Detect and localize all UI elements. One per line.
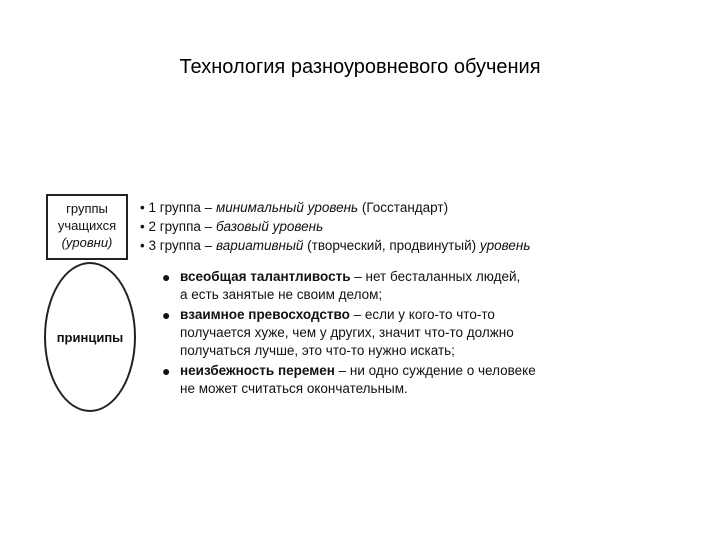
- principle-rest: – нет бесталанных людей,: [350, 269, 521, 284]
- level-suffix: (Госстандарт): [358, 200, 449, 215]
- principle-line: [180, 268, 620, 286]
- level-item: [140, 198, 610, 217]
- principle-item: [160, 306, 620, 360]
- principle-term: взаимное превосходство: [180, 307, 350, 322]
- principle-line: [180, 362, 620, 380]
- principle-term: неизбежность перемен: [180, 363, 335, 378]
- level-prefix: 3 группа –: [148, 238, 216, 253]
- principle-item: [160, 268, 620, 304]
- level-name: минимальный уровень: [215, 200, 359, 215]
- levels-list: [140, 198, 610, 255]
- level-prefix: 1 группа –: [148, 200, 216, 215]
- principles-list: [160, 268, 620, 400]
- slide-title: Технология разноуровневого обучения: [179, 56, 541, 78]
- principles-oval-label: принципы: [56, 330, 124, 345]
- principle-line: [180, 306, 620, 324]
- level-name: вариативный: [215, 238, 304, 253]
- principle-continuation: получаться лучше, это что-то нужно искать;: [180, 343, 455, 358]
- groups-box-line-1: группы: [66, 201, 108, 216]
- principle-item: [160, 362, 620, 398]
- level-item: [140, 217, 610, 236]
- level-bullet: •: [140, 238, 145, 253]
- groups-box-line-3: (уровни): [61, 235, 113, 250]
- principle-bullet: ●: [162, 269, 171, 285]
- principle-term: всеобщая талантливость: [180, 269, 351, 284]
- groups-box-line-2: учащихся: [57, 218, 117, 233]
- level-suffix: (творческий, продвинутый): [303, 238, 480, 253]
- level-tail: уровень: [479, 238, 531, 253]
- level-name: базовый уровень: [215, 219, 324, 234]
- level-bullet: •: [140, 219, 145, 234]
- principle-continuation: не может считаться окончательным.: [180, 381, 408, 396]
- groups-box: [46, 194, 128, 260]
- principle-rest: – ни одно суждение о человеке: [334, 363, 536, 378]
- principle-rest: – если у кого-то что-то: [349, 307, 495, 322]
- principle-bullet: ●: [162, 363, 171, 379]
- principle-continuation: получается хуже, чем у других, значит что-то должно: [180, 325, 514, 340]
- level-item: [140, 236, 610, 255]
- level-prefix: 2 группа –: [148, 219, 216, 234]
- principle-continuation: а есть занятые не своим делом;: [180, 287, 383, 302]
- principle-bullet: ●: [162, 307, 171, 323]
- level-bullet: •: [140, 200, 145, 215]
